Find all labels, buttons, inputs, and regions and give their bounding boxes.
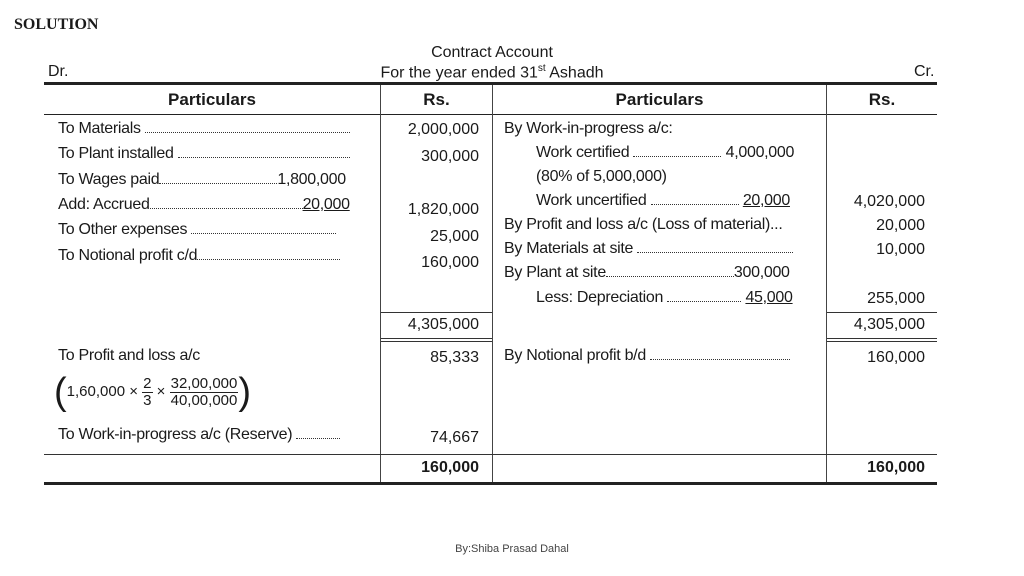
account-period: For the year ended 31st Ashadh	[380, 63, 604, 82]
credit-row-certified-note: (80% of 5,000,000)	[536, 168, 667, 185]
credit-total-2: 160,000	[867, 459, 925, 476]
header-cr-particulars: Particulars	[615, 90, 704, 109]
credit-row-notional-bd: By Notional profit b/d	[504, 347, 790, 365]
debit-amount-profit-loss: 85,333	[430, 349, 479, 366]
column-divider	[826, 85, 827, 482]
table-bottom-rule	[44, 482, 937, 485]
debit-row-plant: To Plant installed	[58, 145, 350, 163]
debit-row-accrued: Add: Accrued 20,000	[58, 196, 350, 213]
debit-row-materials: To Materials	[58, 120, 350, 138]
debit-row-wip-reserve: To Work-in-progress a/c (Reserve)	[58, 426, 340, 444]
subtotal-rule	[381, 312, 492, 313]
debit-total-2: 160,000	[421, 459, 479, 476]
credit-amount-wip: 4,020,000	[853, 193, 925, 210]
credit-amount-notional-bd: 160,000	[867, 349, 925, 366]
header-rule	[44, 114, 937, 115]
credit-amount-plant-site: 255,000	[867, 290, 925, 307]
credit-row-materials-site: By Materials at site	[504, 240, 793, 258]
credit-row-work-certified: Work certified 4,000,000	[536, 144, 795, 161]
credit-label: Cr.	[914, 63, 935, 80]
subtotal-rule	[827, 338, 937, 339]
credit-amount-loss-material: 20,000	[876, 217, 925, 234]
debit-amount-wages-total: 1,820,000	[407, 201, 479, 218]
debit-amount-other-expenses: 25,000	[430, 228, 479, 245]
debit-label: Dr.	[48, 63, 69, 80]
column-divider	[380, 85, 381, 482]
account-title: Contract Account	[431, 44, 553, 61]
credit-row-depreciation: Less: Depreciation 45,000	[536, 289, 793, 306]
credit-row-wip: By Work-in-progress a/c:	[504, 120, 673, 137]
subtotal-rule	[827, 341, 937, 342]
credit-row-work-uncertified: Work uncertified 20,000	[536, 192, 790, 209]
subtotal-rule	[381, 341, 492, 342]
header-dr-particulars: Particulars	[168, 90, 256, 109]
header-cr-rs: Rs.	[868, 90, 896, 109]
total-rule	[44, 454, 937, 455]
debit-row-notional-profit: To Notional profit c/d	[58, 247, 340, 265]
credit-total-1: 4,305,000	[853, 316, 925, 333]
credit-amount-materials-site: 10,000	[876, 241, 925, 258]
debit-row-wages: To Wages paid 1,800,000	[58, 171, 346, 188]
table-top-rule	[44, 82, 937, 85]
solution-heading: SOLUTION	[14, 16, 99, 33]
subtotal-rule	[827, 312, 937, 313]
debit-row-other-expenses: To Other expenses	[58, 221, 336, 239]
debit-total-1: 4,305,000	[407, 316, 479, 333]
subtotal-rule	[381, 338, 492, 339]
header-dr-rs: Rs.	[423, 90, 450, 109]
column-divider	[492, 85, 493, 482]
debit-row-profit-loss: To Profit and loss a/c	[58, 347, 200, 364]
debit-amount-plant: 300,000	[421, 148, 479, 165]
credit-row-plant-site: By Plant at site 300,000	[504, 264, 790, 281]
footer-credit: By:Shiba Prasad Dahal	[455, 543, 569, 555]
debit-amount-materials: 2,000,000	[407, 121, 479, 138]
profit-formula: (1,60,000 × $\frac{2}{3}$ × $\frac{32,00,000}{40,00,000}$ )	[54, 371, 251, 413]
debit-amount-wip-reserve: 74,667	[430, 429, 479, 446]
credit-row-loss-material: By Profit and loss a/c (Loss of material)...	[504, 216, 783, 233]
debit-amount-notional-profit: 160,000	[421, 254, 479, 271]
